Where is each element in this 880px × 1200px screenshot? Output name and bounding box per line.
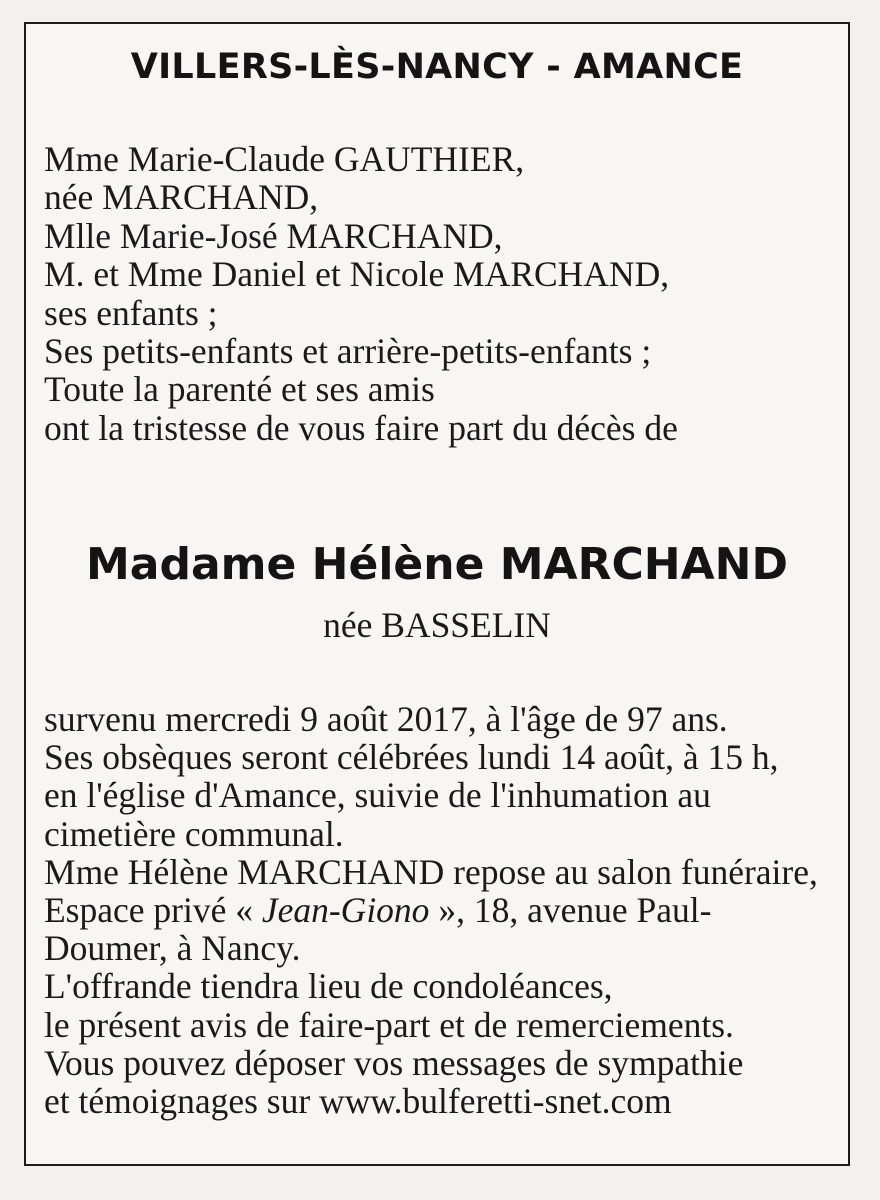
detail-line: L'offrande tiendra lieu de condoléances, — [44, 966, 613, 1007]
family-line: née MARCHAND, — [44, 177, 319, 218]
family-line: Toute la parenté et ses amis — [44, 369, 435, 410]
family-line: Mme Marie-Claude GAUTHIER, — [44, 139, 525, 179]
detail-line: et témoignages sur www.bulferetti-snet.com — [44, 1081, 672, 1122]
detail-line: le présent avis de faire-part et de remerciements. — [44, 1004, 734, 1045]
family-line: ses enfants ; — [44, 292, 218, 333]
detail-line: en l'église d'Amance, suivie de l'inhumation au — [44, 775, 711, 816]
family-announcement — [44, 140, 678, 447]
family-line: ont la tristesse de vous faire part du décès de — [44, 407, 678, 448]
family-line: Mlle Marie-José MARCHAND, — [44, 215, 503, 256]
maiden-name: née BASSELIN — [323, 605, 551, 645]
obituary-notice — [24, 22, 850, 1166]
detail-line: cimetière communal. — [44, 813, 344, 854]
detail-line: Doumer, à Nancy. — [44, 928, 301, 969]
family-line: Ses petits-enfants et arrière-petits-enfants ; — [44, 331, 652, 372]
funeral-details — [44, 700, 818, 1120]
detail-line: Vous pouvez déposer vos messages de sympathie — [44, 1042, 744, 1083]
espace-name: Jean-Giono — [261, 890, 430, 931]
deceased-name: Madame Hélène MARCHAND — [86, 539, 788, 590]
detail-line: survenu mercredi 9 août 2017, à l'âge de 97 ans. — [44, 699, 728, 739]
detail-line: Mme Hélène MARCHAND repose au salon funéraire, — [44, 851, 818, 892]
location-header: VILLERS-LÈS-NANCY - AMANCE — [130, 47, 744, 87]
family-line: M. et Mme Daniel et Nicole MARCHAND, — [44, 254, 670, 295]
detail-line: Ses obsèques seront célébrées lundi 14 août, à 15 h, — [44, 737, 779, 778]
espace-line — [44, 891, 818, 929]
espace-prefix: Espace privé « — [44, 890, 262, 931]
espace-suffix: », 18, avenue Paul- — [429, 890, 712, 931]
